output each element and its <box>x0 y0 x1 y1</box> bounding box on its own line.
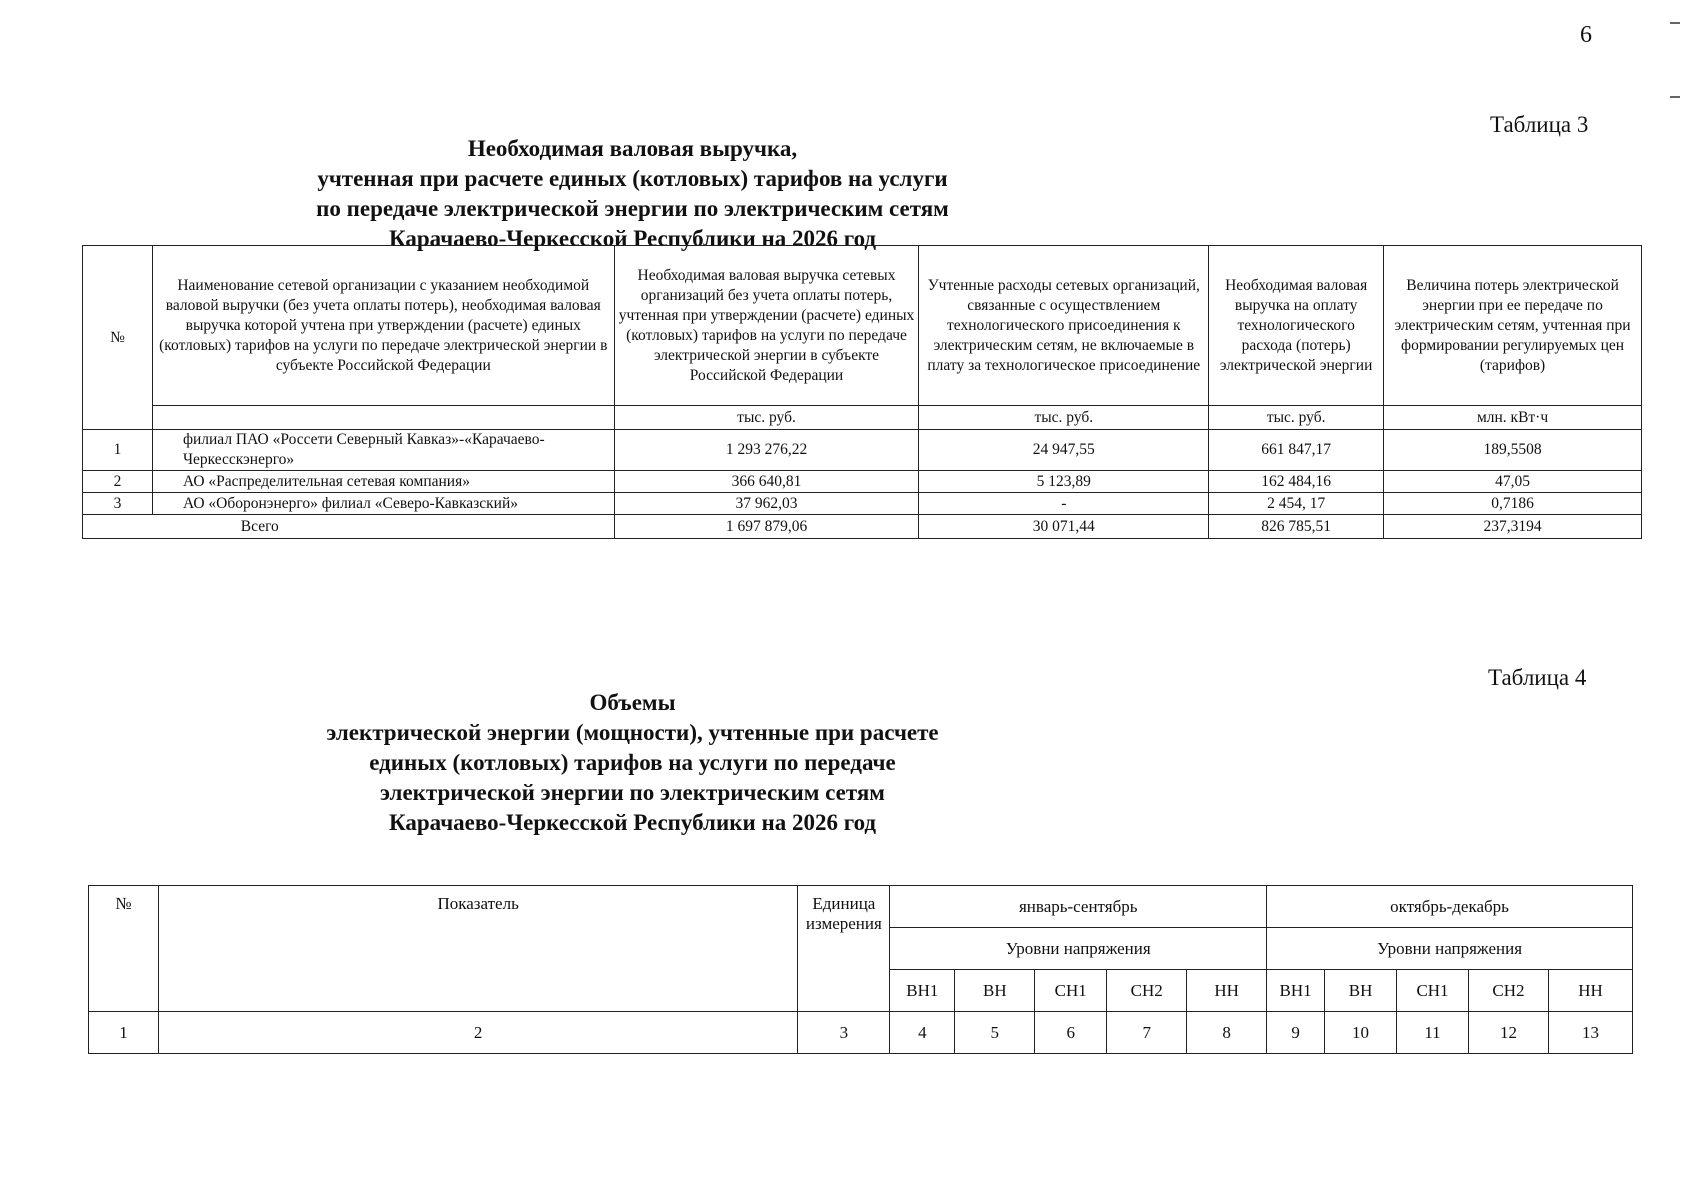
table-row <box>89 1012 1633 1054</box>
table4-title-line: электрической энергии (мощности), учтенные при расчете <box>326 720 939 745</box>
t3-total-value: 30 071,44 <box>919 515 1209 539</box>
t3-header-tech-connection: Учтенные расходы сетевых организаций, связанные с осуществлением технологического присоединения к электрическим сетям, не включаемые в плату за технологическое присоединение <box>919 246 1209 406</box>
table3-title-line: Необходимая валовая выручка, <box>467 136 798 161</box>
t3-row-value: 47,05 <box>1384 471 1642 493</box>
table-row <box>83 471 1642 493</box>
t4-level: СН1 <box>1397 970 1469 1012</box>
t4-level: ВН1 <box>1267 970 1325 1012</box>
t3-row-value: 0,7186 <box>1384 493 1642 515</box>
t3-unit-empty <box>152 406 614 430</box>
t4-col-number: 6 <box>1035 1012 1107 1054</box>
t4-header-num: № <box>89 886 159 1012</box>
t3-row-value: 189,5508 <box>1384 430 1642 471</box>
table4-title-line: единых (котловых) тарифов на услуги по передаче <box>369 750 896 775</box>
t3-header-losses-payment: Необходимая валовая выручка на оплату технологического расхода (потерь) электрической энергии <box>1209 246 1384 406</box>
table3-title-line: Карачаево-Черкесской Республики на 2026 год <box>388 226 877 251</box>
t3-unit: тыс. руб. <box>919 406 1209 430</box>
page-number: 6 <box>1580 22 1592 48</box>
t4-level: НН <box>1187 970 1267 1012</box>
t3-row-num: 1 <box>83 430 153 471</box>
t4-col-number: 2 <box>158 1012 797 1054</box>
table4-title-line: Карачаево-Черкесской Республики на 2026 год <box>388 810 877 835</box>
t4-level: ВН <box>1325 970 1397 1012</box>
t4-level: НН <box>1548 970 1632 1012</box>
t3-row-value: 5 123,89 <box>919 471 1209 493</box>
t3-header-nvv: Необходимая валовая выручка сетевых организаций без учета оплаты потерь, учтенная при утверждении (расчете) единых (котловых) тарифов на услуги по передаче электрической энергии в субъекте Российской Федерации <box>614 246 919 406</box>
table4 <box>88 885 1633 1054</box>
t3-unit: тыс. руб. <box>614 406 919 430</box>
table4-title-line: Объемы <box>589 690 676 715</box>
t3-total-row <box>83 515 1642 539</box>
t4-header-period-jan-sep: январь-сентябрь <box>890 886 1267 928</box>
t3-total-value: 1 697 879,06 <box>614 515 919 539</box>
table-row <box>83 493 1642 515</box>
t4-col-number: 1 <box>89 1012 159 1054</box>
t4-col-number: 4 <box>890 1012 955 1054</box>
t3-row-name: филиал ПАО «Россети Северный Кавказ»-«Карачаево-Черкесскэнерго» <box>152 430 614 471</box>
t3-row-value: 162 484,16 <box>1209 471 1384 493</box>
t3-row-num: 2 <box>83 471 153 493</box>
t4-header-voltage: Уровни напряжения <box>1267 928 1633 970</box>
t3-unit: млн. кВт·ч <box>1384 406 1642 430</box>
t3-row-num: 3 <box>83 493 153 515</box>
t3-total-value: 237,3194 <box>1384 515 1642 539</box>
t4-col-number: 13 <box>1548 1012 1632 1054</box>
t3-row-value: 1 293 276,22 <box>614 430 919 471</box>
table-row <box>83 430 1642 471</box>
table3-title-line: учтенная при расчете единых (котловых) тарифов на услуги <box>317 166 948 191</box>
scan-mark <box>1670 96 1680 98</box>
t3-total-label: Всего <box>83 515 615 539</box>
t3-header-num: № <box>83 246 153 430</box>
t4-col-number: 5 <box>955 1012 1035 1054</box>
table3-title-line: по передаче электрической энергии по электрическим сетям <box>316 196 949 221</box>
table4-title-line: электрической энергии по электрическим сетям <box>380 780 885 805</box>
t3-row-value: 661 847,17 <box>1209 430 1384 471</box>
t4-col-number: 10 <box>1325 1012 1397 1054</box>
t4-level: ВН1 <box>890 970 955 1012</box>
t3-row-value: 37 962,03 <box>614 493 919 515</box>
t3-row-value: - <box>919 493 1209 515</box>
t3-header-losses-volume: Величина потерь электрической энергии при ее передаче по электрическим сетям, учтенная при формировании регулируемых цен (тарифов) <box>1384 246 1642 406</box>
t3-unit: тыс. руб. <box>1209 406 1384 430</box>
t4-header-indicator: Показатель <box>158 886 797 1012</box>
t4-header-period-oct-dec: октябрь-декабрь <box>1267 886 1633 928</box>
table4-label: Таблица 4 <box>1488 665 1587 690</box>
t4-col-number: 7 <box>1107 1012 1187 1054</box>
t3-row-value: 366 640,81 <box>614 471 919 493</box>
t3-header-name: Наименование сетевой организации с указанием необходимой валовой выручки (без учета оплаты потерь), необходимая валовая выручка которой учтена при утверждении (расчете) единых (котловых) тарифов на услуги по передаче электрической энергии в субъекте Российской Федерации <box>152 246 614 406</box>
t4-level: СН2 <box>1468 970 1548 1012</box>
table3-title <box>10 134 1255 254</box>
t4-col-number: 8 <box>1187 1012 1267 1054</box>
t4-level: СН1 <box>1035 970 1107 1012</box>
t4-col-number: 3 <box>798 1012 890 1054</box>
t3-total-value: 826 785,51 <box>1209 515 1384 539</box>
t4-level: СН2 <box>1107 970 1187 1012</box>
t3-row-value: 2 454, 17 <box>1209 493 1384 515</box>
t4-level: ВН <box>955 970 1035 1012</box>
scan-mark <box>1670 22 1680 24</box>
t3-row-name: АО «Распределительная сетевая компания» <box>152 471 614 493</box>
t4-col-number: 12 <box>1468 1012 1548 1054</box>
table3-label: Таблица 3 <box>1490 112 1589 137</box>
table4-title <box>10 688 1255 838</box>
t4-header-unit: Единица измерения <box>798 886 890 1012</box>
t4-col-number: 9 <box>1267 1012 1325 1054</box>
t3-row-value: 24 947,55 <box>919 430 1209 471</box>
t4-header-voltage: Уровни напряжения <box>890 928 1267 970</box>
t4-col-number: 11 <box>1397 1012 1469 1054</box>
table3 <box>82 245 1642 539</box>
t3-row-name: АО «Оборонэнерго» филиал «Северо-Кавказский» <box>152 493 614 515</box>
